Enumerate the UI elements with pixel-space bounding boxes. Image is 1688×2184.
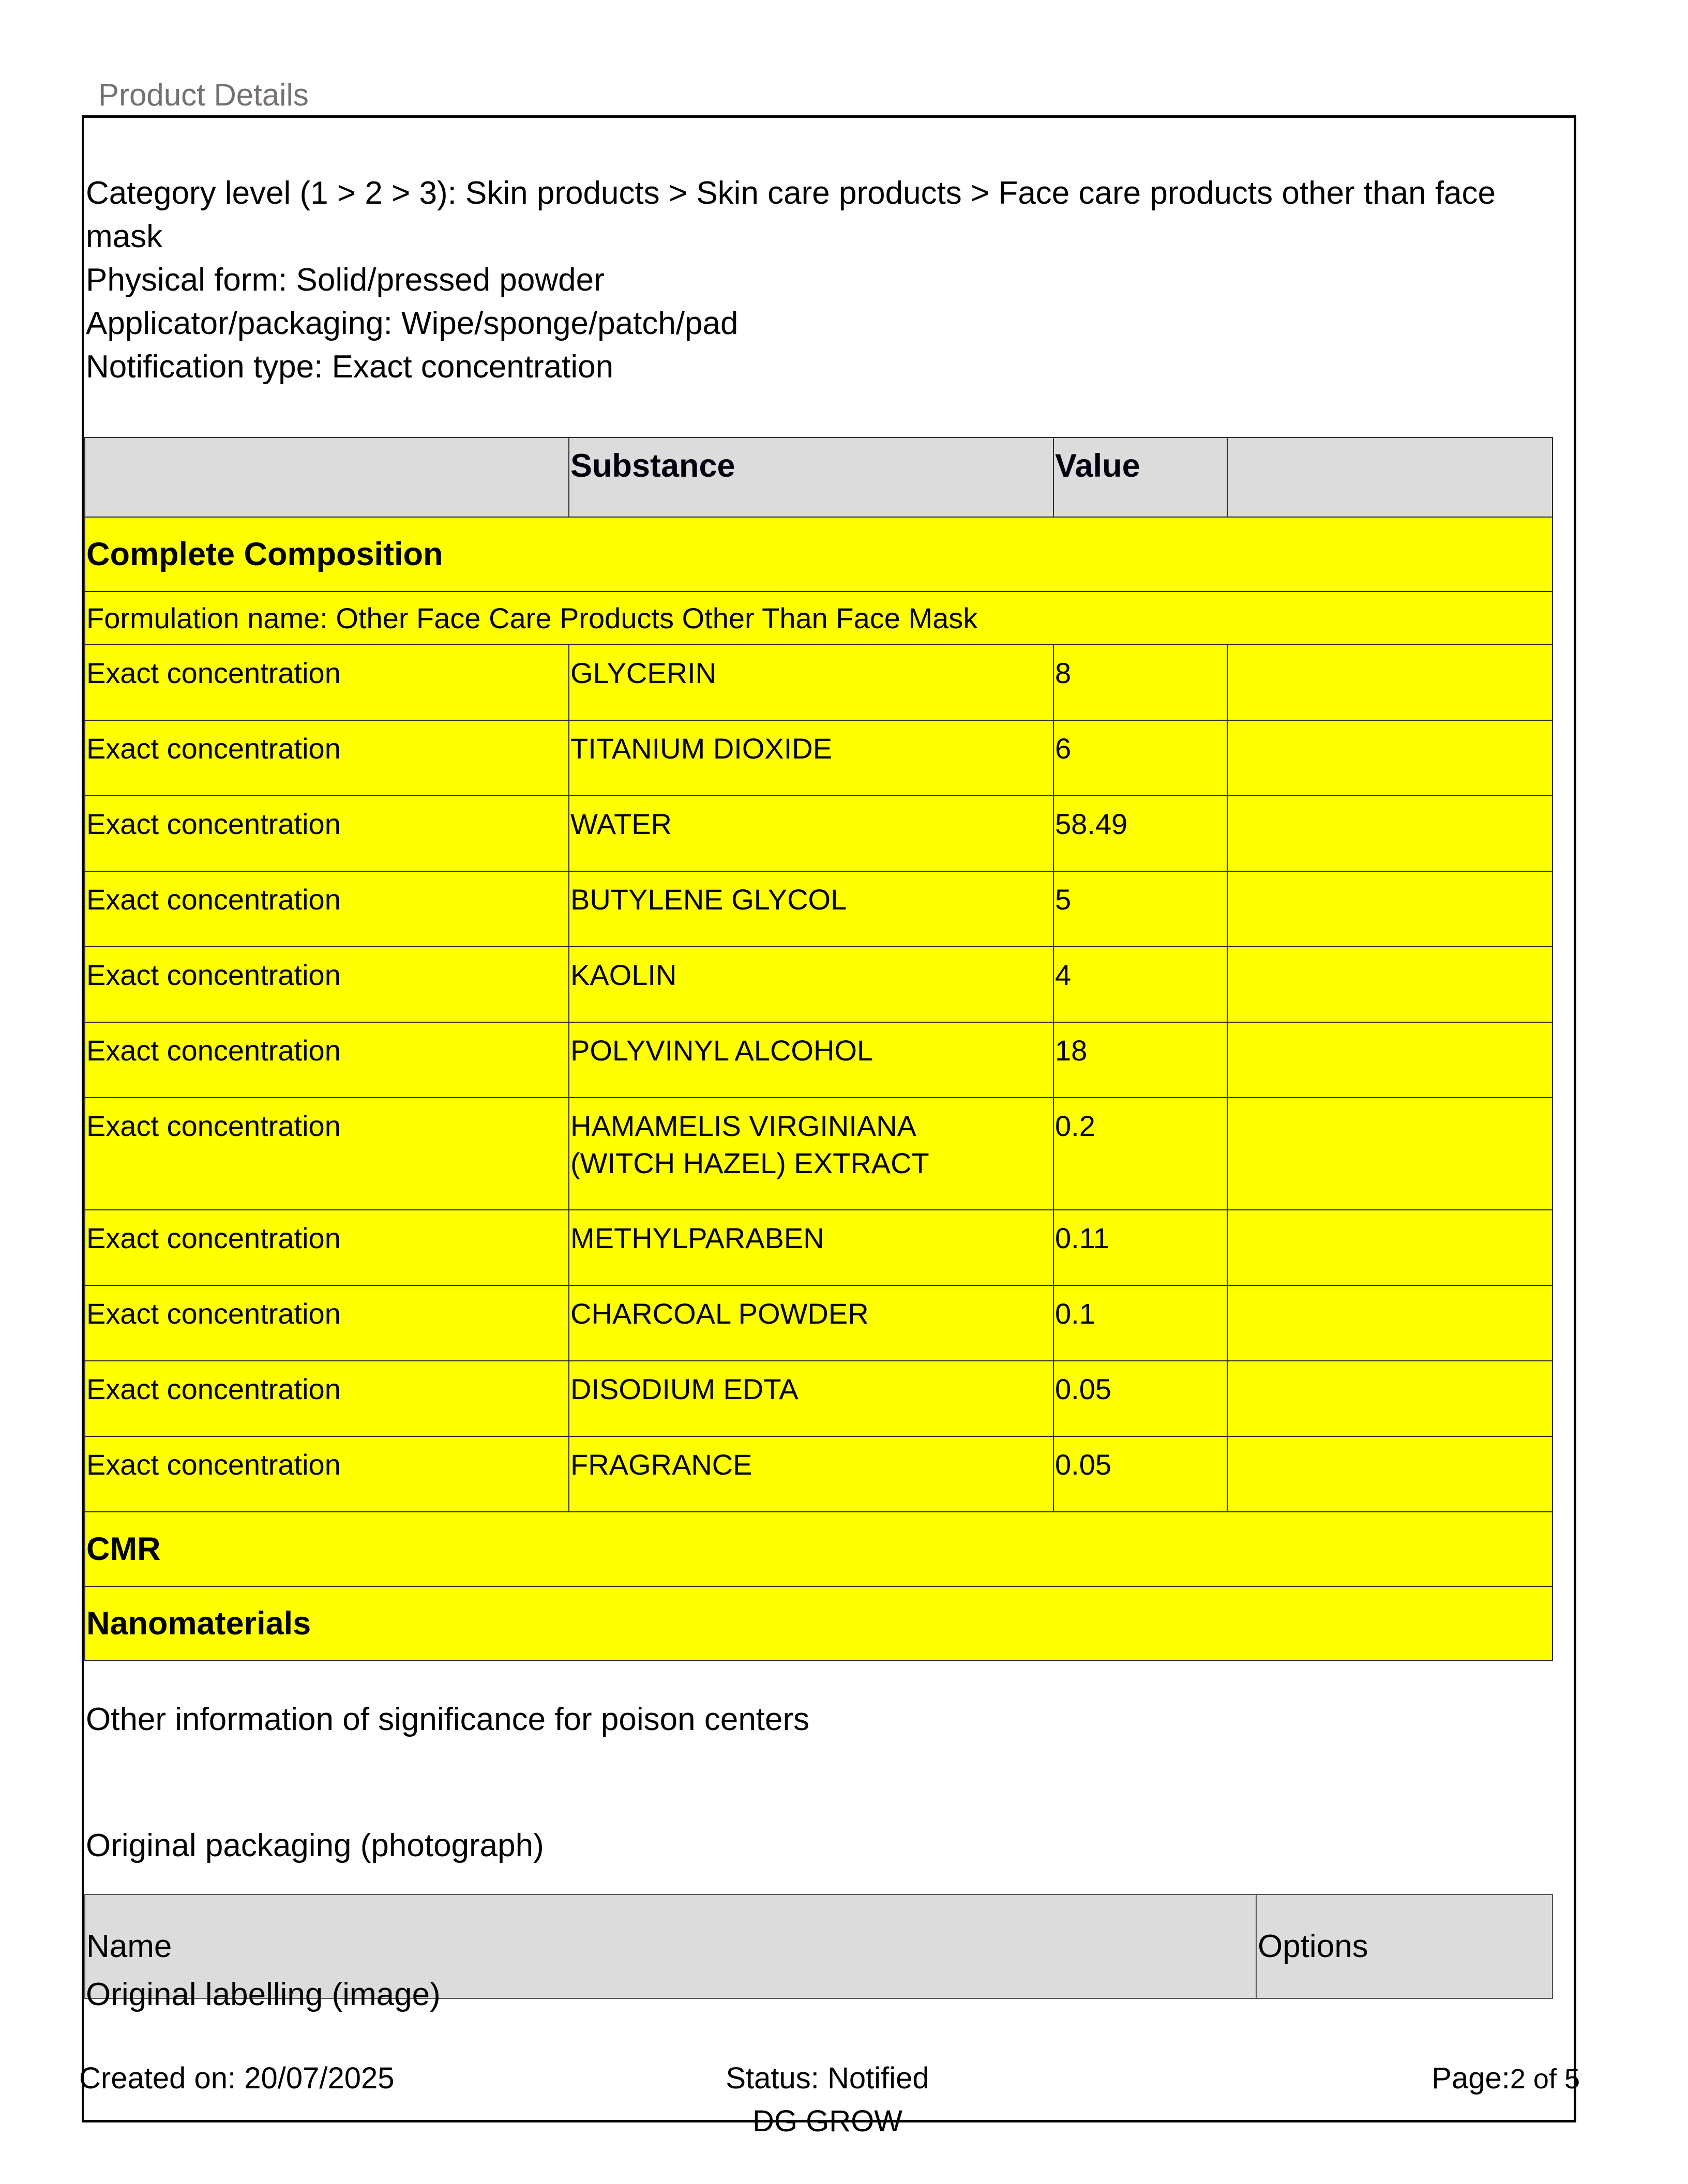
- cell-substance: HAMAMELIS VIRGINIANA (WITCH HAZEL) EXTRACT: [569, 1098, 1053, 1210]
- table-row: [85, 947, 1553, 1022]
- cell-substance: DISODIUM EDTA: [569, 1361, 1053, 1436]
- cell-value: 0.05: [1053, 1436, 1227, 1512]
- cell-value: 18: [1053, 1022, 1227, 1098]
- page-current: 2: [1510, 2064, 1526, 2095]
- cell-value: 0.11: [1053, 1210, 1227, 1285]
- product-info-block: [86, 172, 1555, 389]
- header-cell-type: [85, 437, 569, 517]
- table-row: [85, 720, 1553, 796]
- page-prefix: Page:: [1431, 2061, 1510, 2095]
- table-row: [85, 1436, 1553, 1512]
- cell-value: 0.05: [1053, 1361, 1227, 1436]
- notification-type: Notification type: Exact concentration: [86, 349, 614, 385]
- table-row: [85, 1285, 1553, 1361]
- cell-type: Exact concentration: [85, 1210, 569, 1285]
- footer-organization: DG GROW: [752, 2104, 902, 2138]
- cell-type: Exact concentration: [85, 720, 569, 796]
- cell-extra: [1227, 871, 1553, 947]
- cell-type: Exact concentration: [85, 1285, 569, 1361]
- cell-substance: BUTYLENE GLYCOL: [569, 871, 1053, 947]
- cell-extra: [1227, 1436, 1553, 1512]
- section-title: Product Details: [98, 78, 309, 112]
- cell-extra: [1227, 796, 1553, 871]
- cell-extra: [1227, 1285, 1553, 1361]
- cell-value: 0.2: [1053, 1098, 1227, 1210]
- footer-status: Status: Notified: [726, 2061, 929, 2095]
- header-cell-extra: [1227, 437, 1553, 517]
- cell-extra: [1227, 1098, 1553, 1210]
- header-cell-substance: Substance: [569, 437, 1053, 517]
- cell-extra: [1227, 645, 1553, 720]
- cell-type: Exact concentration: [85, 1022, 569, 1098]
- complete-composition-label: Complete Composition: [85, 517, 1553, 592]
- table-row: [85, 1210, 1553, 1285]
- cell-substance: TITANIUM DIOXIDE: [569, 720, 1053, 796]
- cell-extra: [1227, 720, 1553, 796]
- physical-form: Physical form: Solid/pressed powder: [86, 262, 605, 298]
- cell-value: 4: [1053, 947, 1227, 1022]
- other-information-label: Other information of significance for poison centers: [86, 1702, 810, 1737]
- cell-substance: METHYLPARABEN: [569, 1210, 1053, 1285]
- header-cell-options: Options: [1256, 1894, 1553, 1998]
- cell-type: Exact concentration: [85, 645, 569, 720]
- cell-substance: CHARCOAL POWDER: [569, 1285, 1053, 1361]
- section-row-complete-composition: [85, 517, 1553, 592]
- original-packaging-label: Original packaging (photograph): [86, 1828, 544, 1863]
- composition-table: [84, 437, 1553, 1661]
- cell-substance: POLYVINYL ALCOHOL: [569, 1022, 1053, 1098]
- section-row-nanomaterials: [85, 1586, 1553, 1661]
- cell-value: 0.1: [1053, 1285, 1227, 1361]
- cell-extra: [1227, 1361, 1553, 1436]
- cell-type: Exact concentration: [85, 871, 569, 947]
- cell-type: Exact concentration: [85, 947, 569, 1022]
- category-level: Category level (1 > 2 > 3): Skin products > Skin care products > Face care products other than face mask: [86, 175, 1496, 254]
- cell-value: 6: [1053, 720, 1227, 796]
- cell-substance: FRAGRANCE: [569, 1436, 1053, 1512]
- cmr-label: CMR: [85, 1512, 1553, 1586]
- cell-type: Exact concentration: [85, 1098, 569, 1210]
- formulation-name-row: [85, 592, 1553, 645]
- table-row: [85, 1361, 1553, 1436]
- cell-substance: KAOLIN: [569, 947, 1053, 1022]
- cell-value: 5: [1053, 871, 1227, 947]
- cell-value: 8: [1053, 645, 1227, 720]
- table-row: [85, 645, 1553, 720]
- footer-page-number: [1370, 2060, 1580, 2097]
- header-cell-name: Name: [85, 1894, 1256, 1998]
- header-cell-value: Value: [1053, 437, 1227, 517]
- table-row: [85, 1022, 1553, 1098]
- footer-created-on: Created on: 20/07/2025: [79, 2061, 395, 2095]
- cell-extra: [1227, 1210, 1553, 1285]
- cell-value: 58.49: [1053, 796, 1227, 871]
- table-row: [85, 796, 1553, 871]
- cell-type: Exact concentration: [85, 1436, 569, 1512]
- nanomaterials-label: Nanomaterials: [85, 1586, 1553, 1661]
- cell-substance: GLYCERIN: [569, 645, 1053, 720]
- cell-substance: WATER: [569, 796, 1053, 871]
- cell-extra: [1227, 1022, 1553, 1098]
- table-row: [85, 871, 1553, 947]
- cell-extra: [1227, 947, 1553, 1022]
- cell-type: Exact concentration: [85, 1361, 569, 1436]
- page-of: of: [1525, 2064, 1564, 2095]
- table-row: [85, 1098, 1553, 1210]
- cell-type: Exact concentration: [85, 796, 569, 871]
- formulation-name: Formulation name: Other Face Care Products Other Than Face Mask: [85, 592, 1553, 645]
- page-total: 5: [1564, 2064, 1580, 2095]
- table-header-row: [85, 437, 1553, 517]
- applicator-packaging: Applicator/packaging: Wipe/sponge/patch/pad: [86, 306, 739, 341]
- section-row-cmr: [85, 1512, 1553, 1586]
- original-labelling-label: Original labelling (image): [86, 1977, 441, 2012]
